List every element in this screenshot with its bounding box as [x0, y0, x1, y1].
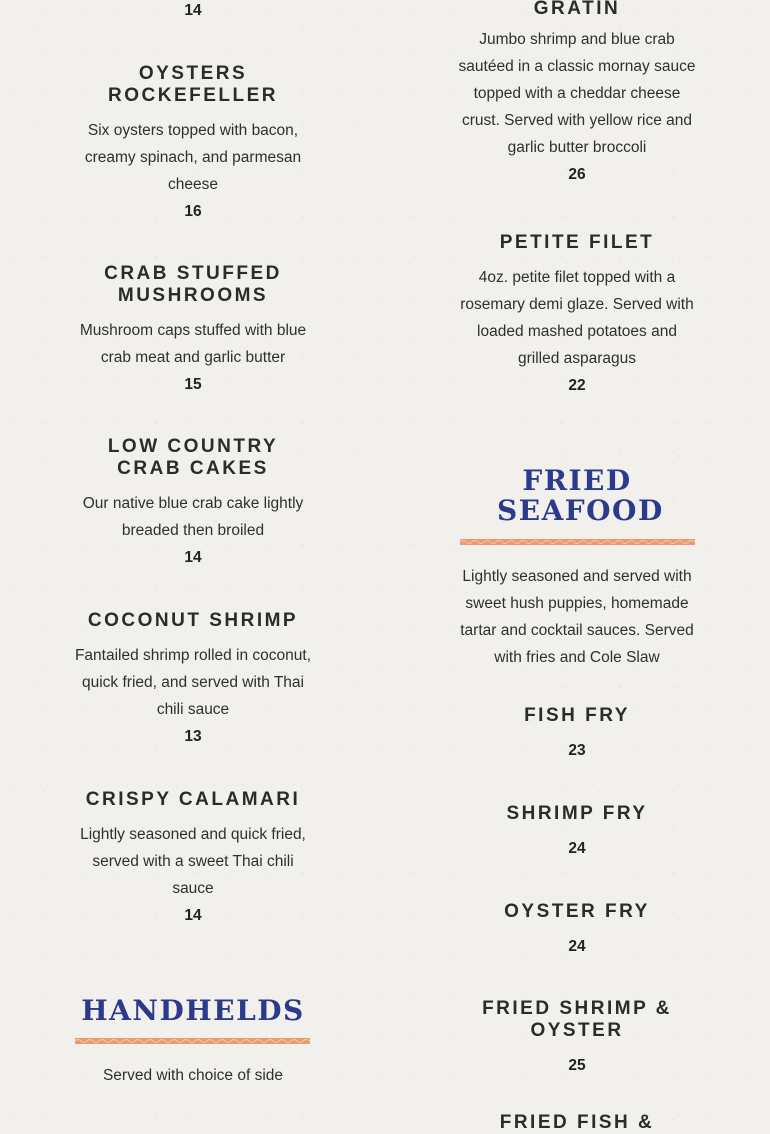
menu-item-oyster-fry: [457, 901, 697, 960]
item-name: PETITE FILET: [499, 232, 655, 253]
menu-item-fish-fry: [457, 705, 697, 764]
item-price: 24: [568, 938, 586, 955]
item-name: CRAB STUFFED MUSHROOMS: [104, 263, 282, 306]
item-name: CRISPY CALAMARI: [85, 789, 301, 810]
item-price: 16: [184, 203, 202, 220]
item-name: GRATIN: [533, 0, 621, 19]
section-divider: [75, 1037, 310, 1045]
menu-item-oysters-rockefeller: [73, 63, 313, 225]
item-price: 14: [184, 2, 202, 19]
item-description: Six oysters topped with bacon, creamy spinach, and parmesan cheese: [84, 122, 302, 193]
menu-item-coconut-shrimp: [73, 610, 313, 750]
item-description: Mushroom caps stuffed with blue crab meat and garlic butter: [79, 322, 307, 366]
item-name: LOW COUNTRY CRAB CAKES: [107, 436, 279, 479]
item-description: Fantailed shrimp rolled in coconut, quick fried, and served with Thai chili sauce: [74, 647, 312, 718]
item-description: 4oz. petite filet topped with a rosemary demi glaze. Served with loaded mashed potatoes and grilled asparagus: [460, 269, 694, 367]
item-name: OYSTER FRY: [504, 901, 650, 922]
section-note-handhelds: Served with choice of side: [102, 1067, 284, 1084]
item-price: 22: [568, 377, 586, 394]
menu-item-crab-stuffed-mushrooms: [73, 263, 313, 398]
section-title-handhelds: HANDHELDS: [81, 994, 305, 1027]
item-name: FRIED FISH &: [499, 1112, 655, 1133]
item-description: Lightly seasoned and quick fried, served with a sweet Thai chili sauce: [80, 826, 306, 897]
menu-item-previous: [73, 0, 313, 24]
item-name: SHRIMP FRY: [506, 803, 648, 824]
item-price: 25: [568, 1057, 586, 1074]
menu-item-crispy-calamari: [73, 789, 313, 929]
item-name: FRIED SHRIMP & OYSTER: [482, 998, 672, 1041]
item-price: 24: [568, 840, 586, 857]
item-price: 13: [184, 728, 202, 745]
item-price: 23: [568, 742, 586, 759]
section-title-fried-seafood: FRIED SEAFOOD: [497, 464, 664, 527]
menu-item-shrimp-fry: [457, 803, 697, 862]
item-name: COCONUT SHRIMP: [87, 610, 299, 631]
item-price: 14: [184, 907, 202, 924]
item-name: OYSTERS ROCKEFELLER: [108, 63, 278, 106]
item-price: 14: [184, 549, 202, 566]
item-name: FISH FRY: [524, 705, 630, 726]
item-description: Jumbo shrimp and blue crab sautéed in a classic mornay sauce topped with a cheddar cheese crust. Served with yellow rice and garlic butter broccoli: [458, 31, 696, 156]
section-note-fried-seafood: Lightly seasoned and served with sweet hush puppies, homemade tartar and cocktail sauces. Served with fries and Cole Slaw: [460, 568, 694, 666]
item-description: Our native blue crab cake lightly breaded then broiled: [82, 495, 304, 539]
menu-item-low-country-crab-cakes: [73, 436, 313, 571]
section-divider: [460, 538, 695, 546]
menu-item-petite-filet: [457, 232, 697, 399]
menu-item-fried-shrimp-oyster: [472, 998, 682, 1079]
menu-item-fried-fish: [457, 1112, 697, 1134]
menu-item-gratin: [457, 0, 697, 188]
item-price: 15: [184, 376, 202, 393]
item-price: 26: [568, 166, 586, 183]
